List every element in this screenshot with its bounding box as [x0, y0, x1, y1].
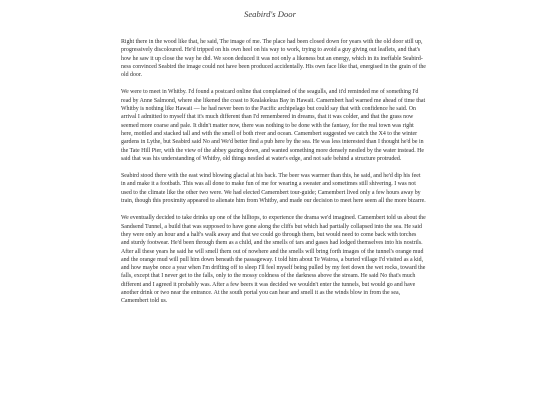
- paragraph: We eventually decided to take drinks up one of the hilltops, to experience the drama we'd imagined. Camembert told us about the Sandsend Tunnel, a build that was supposed to have gone along the cliffs but which had partially collapsed into the sea. He said they were only an hour and a half's walk away and that we could go through them, but would need to come back with torches and sturdy footwear. He'd been through them as a child, and the smells of tars and gases had lodged themselves into his nostrils. After all these years he said he will smell them out of nowhere and the smells will bring forth images of the tunnel's orange mud and the orange mud will pull him down beneath the passageway. I told him about Te Wairoa, a buried village I'd visited as a kid, and how maybe once a year when I'm drifting off to sleep I'll feel myself being pulled by my feet down the wet rocks, toward the falls, except that I never get to the falls, only to the mossy coldness of the darkness above the stream. He said No that's much different and I agreed it probably was. After a few beers it was decided we wouldn't enter the tunnels, but would go and have another drink or two near the entrance. At the south portal you can hear and smell it as the winds blow in from the sea, Camembert told us.: [121, 215, 426, 305]
- document-title: Seabird's Door: [244, 9, 296, 19]
- paragraph: Seabird stood there with the east wind blowing glacial at his back. The beer was warmer than this, he said, and he'd dip his feet in and make it a footbath. This was all done to make fun of me for wearing a sweater and sometimes still shivering. I was not used to the climate like the other two were. We had elected Camembert tour-guide; Camembert lived only a few hours away by train, though this proximity appeared to alienate him from Whitby, and made our decision to meet here seem all the more bizarre.: [121, 173, 426, 205]
- document-body: [121, 38, 426, 315]
- paragraph: Right there in the wood like that, he said, The image of me. The place had been closed down for years with the old door still up, progressively discoloured. He'd tripped on his own heel on his way to work, trying to avoid a guy giving out leaflets, and that's how he saw it up close the way he did. We soon deduced it was not only a likeness but an energy, which in its ineffable Seabird-ness convinced Seabird the image could not have been produced accidentally. His own face like that, energised in the grain of the old door.: [121, 39, 426, 79]
- paragraph: We were to meet in Whitby. I'd found a postcard online that complained of the seagulls, and it'd reminded me of something I'd read by Anne Salmond, where she likened the coast to Kealakekua Bay in Hawaii. Camembert had warned me ahead of time that Whitby is nothing like Hawaii — he had never been to the Pacific archipelago but could say that with confidence he said. On arrival I admitted to myself that it's much different than I'd remembered in dreams, that it was colder, and that the grass now seemed more coarse and pale. It didn't matter now, there was nothing to be done with the fantasy, for the real town was right here, mottled and stacked tall and with the smell of both river and ocean. Camembert suggested we catch the X4 to the winter gardens in Lythe, but Seabird said No and We'd better find a pub here by the sea. He was less interested than I thought he'd be in the Tate Hill Pier, with the view of the abbey gazing down, and wanted something more densely nestled by the water instead. He said that was his understanding of Whitby, old things nestled at water's edge, and not safe behind a structure protruded.: [121, 89, 426, 162]
